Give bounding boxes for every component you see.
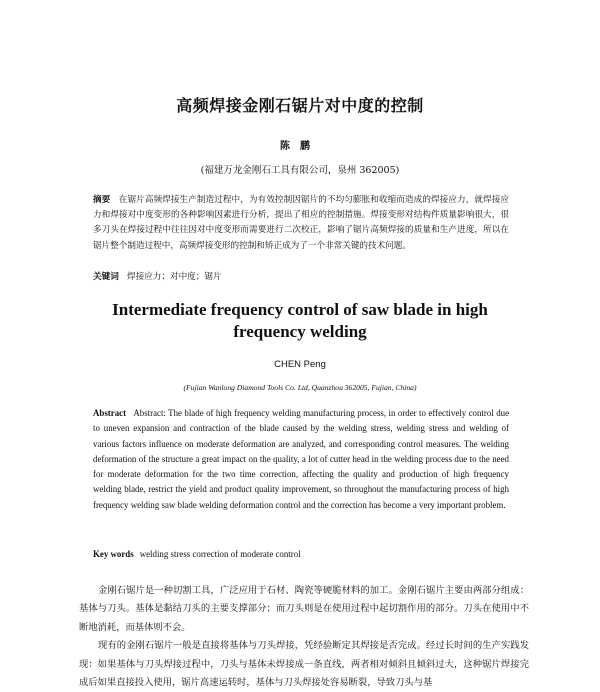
english-affiliation: (Fujian Wanlong Diamond Tools Co. Ltd, Quanzhou 362005, Fujian, China) xyxy=(183,383,417,392)
chinese-affiliation: (福建万龙金刚石工具有限公司，泉州 362005) xyxy=(200,165,400,176)
chinese-keywords xyxy=(93,270,509,284)
english-keywords-label: Key words xyxy=(93,549,134,559)
body-text xyxy=(79,582,529,692)
english-author: CHEN Peng xyxy=(274,359,326,370)
english-abstract-label: Abstract xyxy=(93,408,127,418)
chinese-abstract-text: 在锯片高频焊接生产制造过程中，为有效控制因锯片的不均匀膨胀和收缩而造成的焊接应力，就焊接应力和焊接对中度变形的各种影响因素进行分析，提出了相应的控制措施。焊接变形对结构件质量影响很大，很多刀头在焊接过程中往往因对中度变形而需要进行二次校正，影响了锯片高频焊接的质量和生产进度，所以在锯片整个制造过程中，高频焊接变形的控制和矫正成为了一个非常关键的技术问题。 xyxy=(93,195,509,251)
chinese-title: 高频焊接金刚石锯片对中度的控制 xyxy=(176,96,424,115)
chinese-abstract-label: 摘要 xyxy=(93,195,111,205)
english-abstract xyxy=(93,406,509,513)
chinese-keywords-label: 关键词 xyxy=(93,272,119,282)
chinese-author: 陈鹏 xyxy=(280,141,320,152)
body-paragraph: 现有的金刚石锯片一般是直接将基体与刀头焊接，凭经验断定其焊接是否完成。经过长时间的生产实践发现：如果基体与刀头焊接过程中，刀头与基体未焊接成一条直线，两者相对倾斜且倾斜过大，这种锯片焊接完成后如果直接投入使用，锯片高速运转时，基体与刀头焊接处容易断裂，导致刀头与基 xyxy=(79,640,529,689)
english-title: Intermediate frequency control of saw blade in high frequency welding xyxy=(112,300,488,341)
english-keywords xyxy=(93,547,509,561)
chinese-abstract xyxy=(93,193,509,254)
body-paragraph: 金刚石锯片是一种切割工具，广泛应用于石材、陶瓷等硬脆材料的加工。金刚石锯片主要由两部分组成：基体与刀头。基体是黏结刀头的主要支撑部分；而刀头则是在使用过程中起切割作用的部分。刀头在使用中不断地消耗，而基体则不会。 xyxy=(79,585,529,633)
english-abstract-text: Abstract: The blade of high frequency welding manufacturing process, in order to effectively control due to uneven expansion and contraction of the blade caused by the welding stress, welding stress and welding of various factors influence on moderate deformation are analyzed, and corresponding control measures. The welding deformation of the structure a great impact on the quality, a lot of cutter head in the welding process due to the need for moderate deformation for the two time correction, affecting the quality and production of high frequency welding blade, restrict the yield and product quality improvement, so throughout the manufacturing process of high frequency welding saw blade welding deformation control and the correction has become a very important problem. xyxy=(93,408,510,510)
chinese-keywords-text: 焊接应力；对中度；锯片 xyxy=(127,272,222,282)
english-keywords-text: welding stress correction of moderate control xyxy=(139,549,301,559)
